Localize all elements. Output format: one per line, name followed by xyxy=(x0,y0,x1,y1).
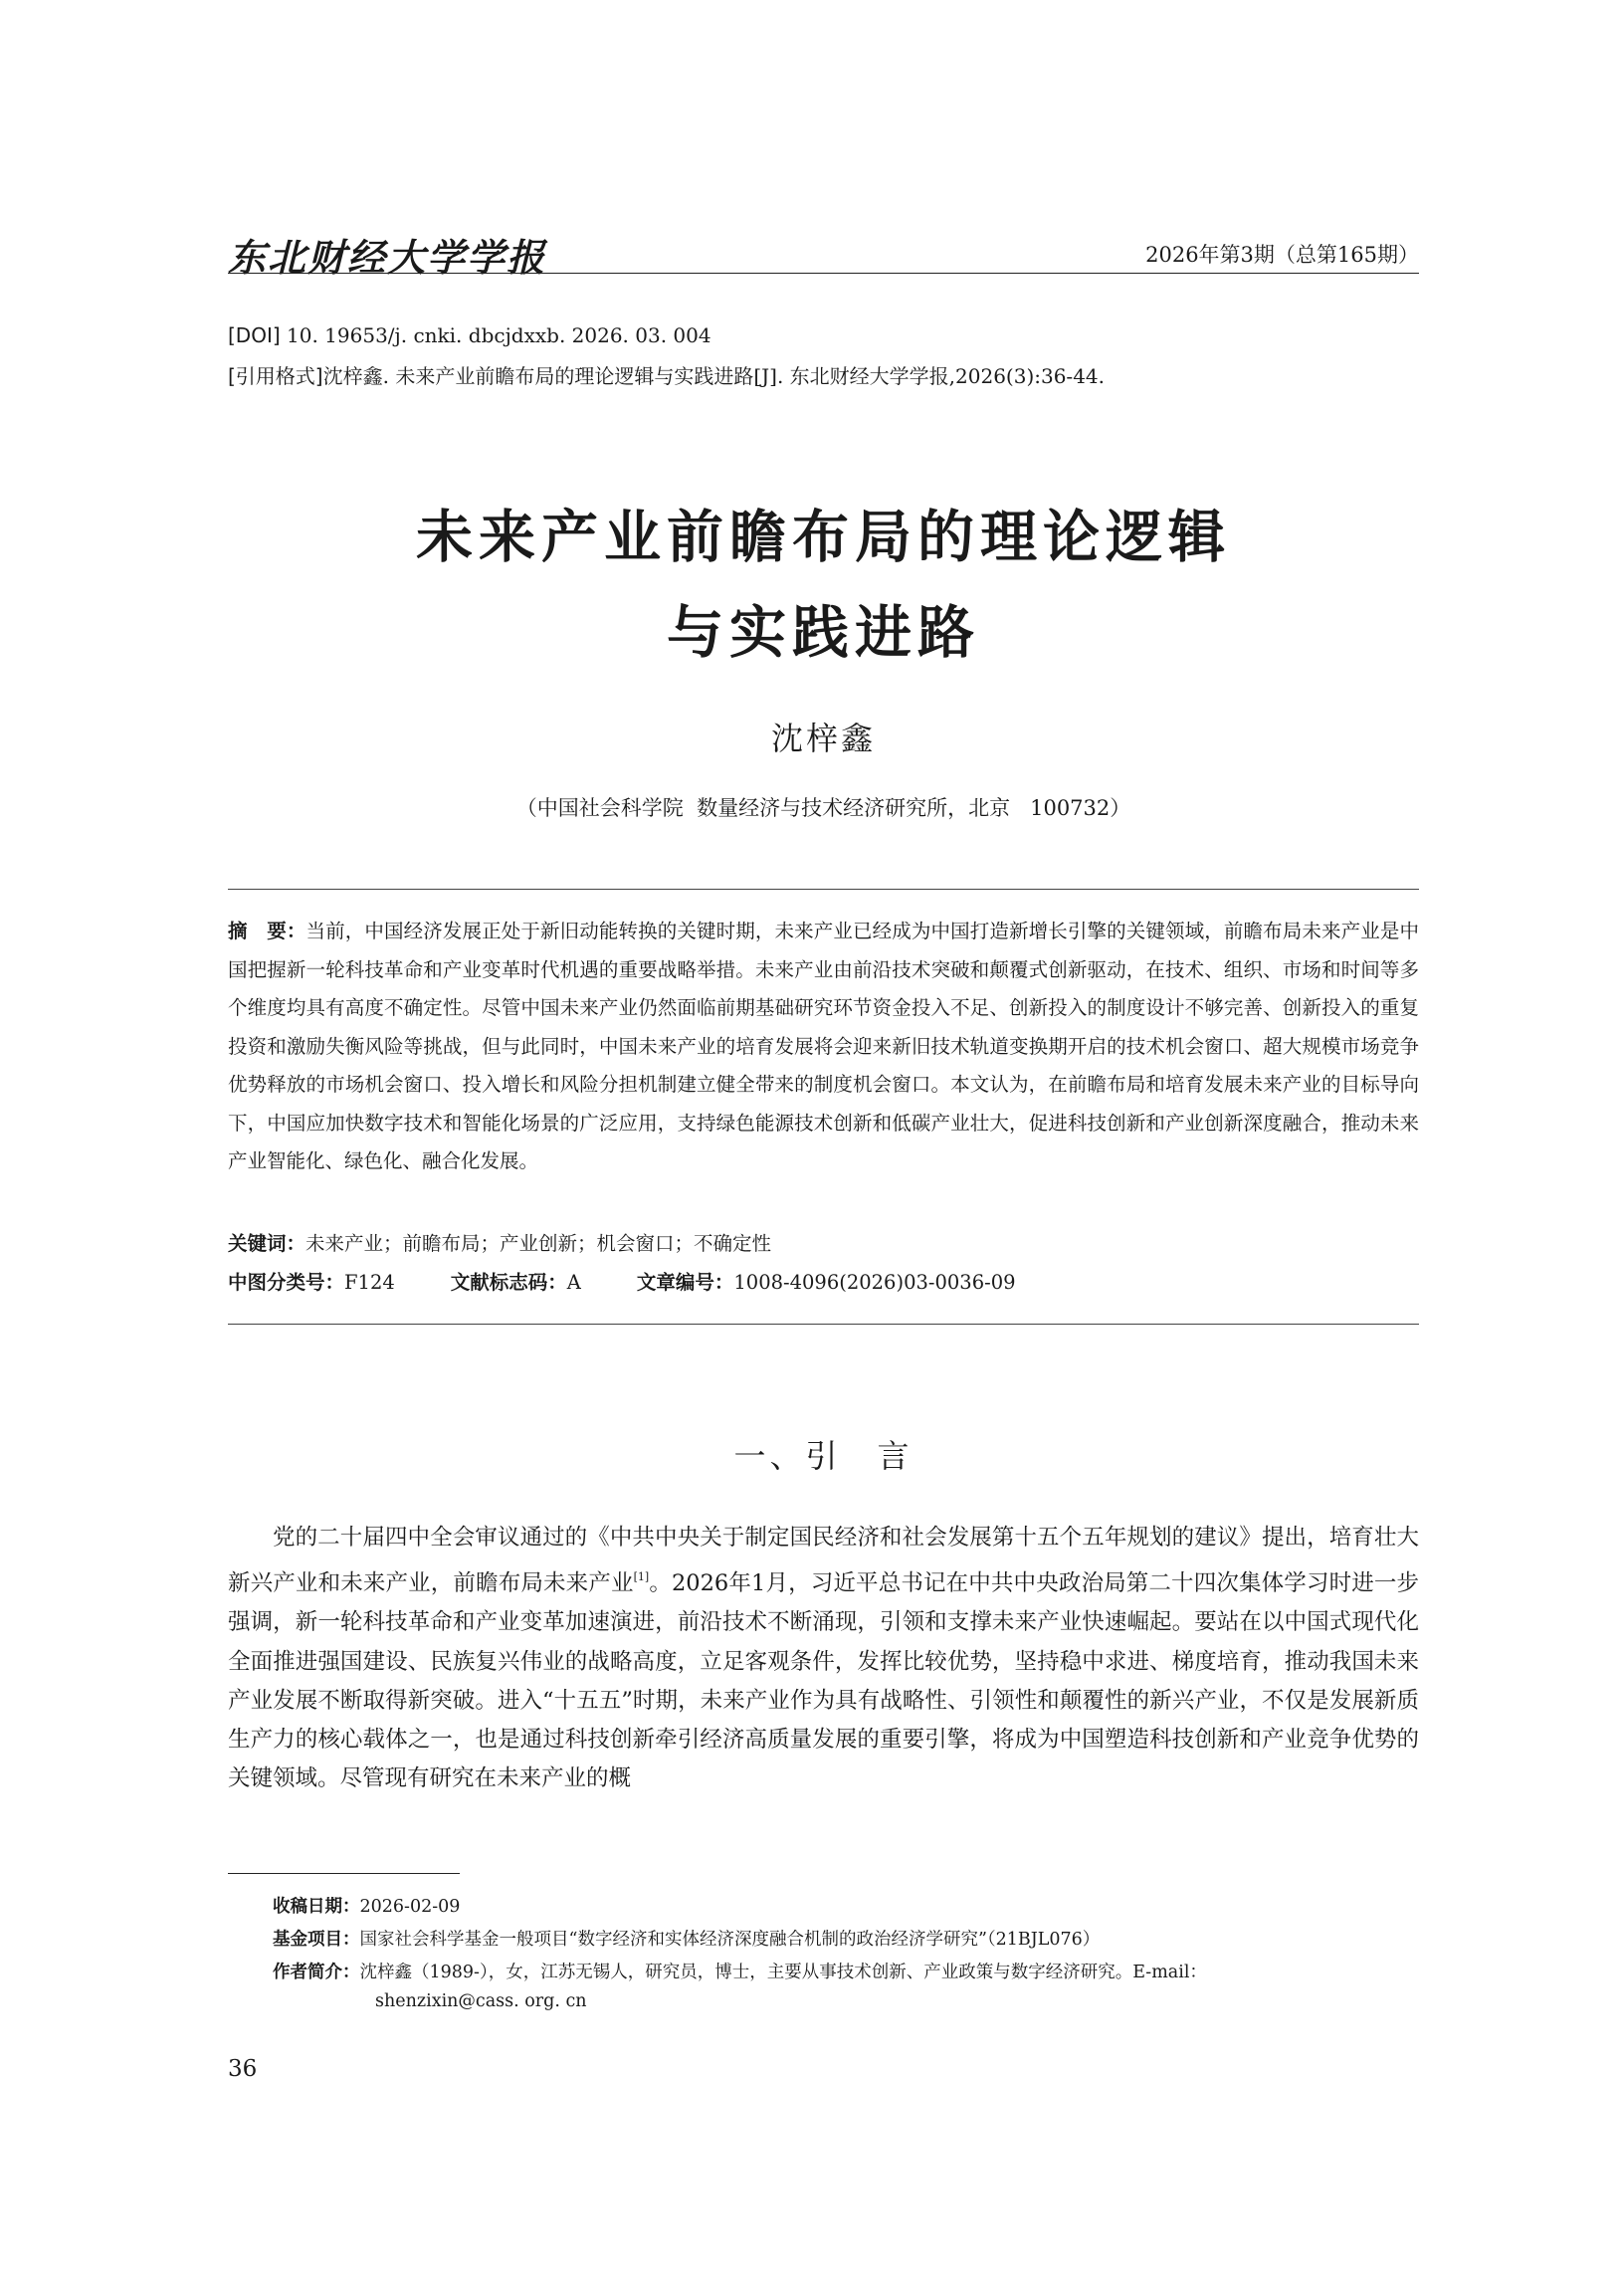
running-head xyxy=(228,221,1419,280)
classification-line xyxy=(228,1267,1419,1295)
author-name: 沈梓鑫 xyxy=(770,720,876,757)
received-label: 收稿日期： xyxy=(273,1897,360,1917)
keywords-line xyxy=(228,1228,1419,1256)
keywords-label: 关键词： xyxy=(228,1232,306,1255)
abstract-rule-bottom xyxy=(228,1324,1419,1325)
title-line-2: 与实践进路 xyxy=(667,599,980,666)
author-affiliation: （中国社会科学院 数量经济与技术经济研究所，北京 100732） xyxy=(515,796,1131,820)
page-number: 36 xyxy=(228,2056,258,2082)
clc-value: F124 xyxy=(344,1271,395,1294)
article-no-label: 文章编号： xyxy=(636,1271,734,1294)
title-line-1: 未来产业前瞻布局的理论逻辑 xyxy=(416,504,1231,570)
reference-mark[interactable]: [1] xyxy=(633,1570,650,1584)
body-text-part-2: 。2026年1月，习近平总书记在中共中央政治局第二十四次集体学习时进一步强调，新一轮科技革命和产业变革加速演进，前沿技术不断涌现，引领和支撑未来产业快速崛起。要站在以中国式现代化全面推进强国建设、民族复兴伟业的战略高度，立足客观条件，发挥比较优势，坚持稳中求进、梯度培育，推动我国未来产业发展不断取得新突破。进入“十五五”时期，未来产业作为具有战略性、引领性和颠覆性的新兴产业，不仅是发展新质生产力的核心载体之一，也是通过科技创新牵引经济高质量发展的重要引擎，将成为中国塑造科技创新和产业竞争优势的关键领域。尽管现有研究在未来产业的概 xyxy=(228,1570,1419,1792)
clc-label: 中图分类号： xyxy=(228,1271,345,1294)
doi-label: [DOI] xyxy=(228,323,281,347)
article-title xyxy=(228,490,1419,681)
received-value: 2026-02-09 xyxy=(359,1897,461,1917)
issue-info: 2026年第3期（总第165期） xyxy=(1145,243,1419,267)
doi-line xyxy=(228,323,711,347)
author-email[interactable]: shenzixin@cass. org. cn xyxy=(375,1991,587,2011)
footnote-rule xyxy=(228,1873,460,1874)
body-paragraph xyxy=(228,1519,1419,1798)
journal-name-logo: 东北财经大学学报 xyxy=(228,235,547,280)
abstract-text: 当前，中国经济发展正处于新旧动能转换的关键时期，未来产业已经成为中国打造新增长引擎的关键领域，前瞻布局未来产业是中国把握新一轮科技革命和产业变革时代机遇的重要战略举措。未来产业由前沿技术突破和颠覆式创新驱动，在技术、组织、市场和时间等多个维度均具有高度不确定性。尽管中国未来产业仍然面临前期基础研究环节资金投入不足、创新投入的制度设计不够完善、创新投入的重复投资和激励失衡风险等挑战，但与此同时，中国未来产业的培育发展将会迎来新旧技术轨道变换期开启的技术机会窗口、超大规模市场竞争优势释放的市场机会窗口、投入增长和风险分担机制建立健全带来的制度机会窗口。本文认为，在前瞻布局和培育发展未来产业的目标导向下，中国应加快数字技术和智能化场景的广泛应用，支持绿色能源技术创新和低碳产业壮大，促进科技创新和产业创新深度融合，推动未来产业智能化、绿色化、融合化发展。 xyxy=(228,920,1419,1172)
body-text-part-1: 党的二十届四中全会审议通过的《中共中央关于制定国民经济和社会发展第十五个五年规划的建议》提出，培育壮大新兴产业和未来产业，前瞻布局未来产业 xyxy=(228,1525,1419,1597)
fund-value: 国家社会科学基金一般项目“数字经济和实体经济深度融合机制的政治经济学研究”（21BJL076） xyxy=(359,1930,1101,1950)
article-no-value: 1008-4096(2026)03-0036-09 xyxy=(733,1271,1016,1294)
doi-value[interactable]: 10. 19653/j. cnki. dbcjdxxb. 2026. 03. 004 xyxy=(287,323,711,347)
section-heading: 一、引 言 xyxy=(733,1437,914,1475)
doc-code-label: 文献标志码： xyxy=(450,1271,567,1294)
abstract-rule-top xyxy=(228,889,1419,890)
citation-label: [引用格式] xyxy=(228,364,323,388)
abstract xyxy=(228,913,1419,1181)
keywords-value: 未来产业；前瞻布局；产业创新；机会窗口；不确定性 xyxy=(305,1232,772,1255)
footnote-received xyxy=(273,1893,460,1918)
author-bio-label: 作者简介： xyxy=(273,1963,360,1982)
fund-label: 基金项目： xyxy=(273,1930,360,1950)
citation-line xyxy=(228,360,1105,389)
footnote-fund xyxy=(273,1926,1100,1951)
author-bio-value: 沈梓鑫（1989-），女，江苏无锡人，研究员，博士，主要从事技术创新、产业政策与数字经济研究。E-mail： xyxy=(359,1963,1207,1982)
footnote-author xyxy=(273,1959,1207,1983)
citation-value: 沈梓鑫. 未来产业前瞻布局的理论逻辑与实践进路[J]. 东北财经大学学报,2026(3):36-44. xyxy=(322,364,1105,388)
doc-code-value: A xyxy=(566,1271,581,1294)
abstract-label: 摘 要： xyxy=(228,920,306,942)
header-rule xyxy=(228,273,1419,274)
